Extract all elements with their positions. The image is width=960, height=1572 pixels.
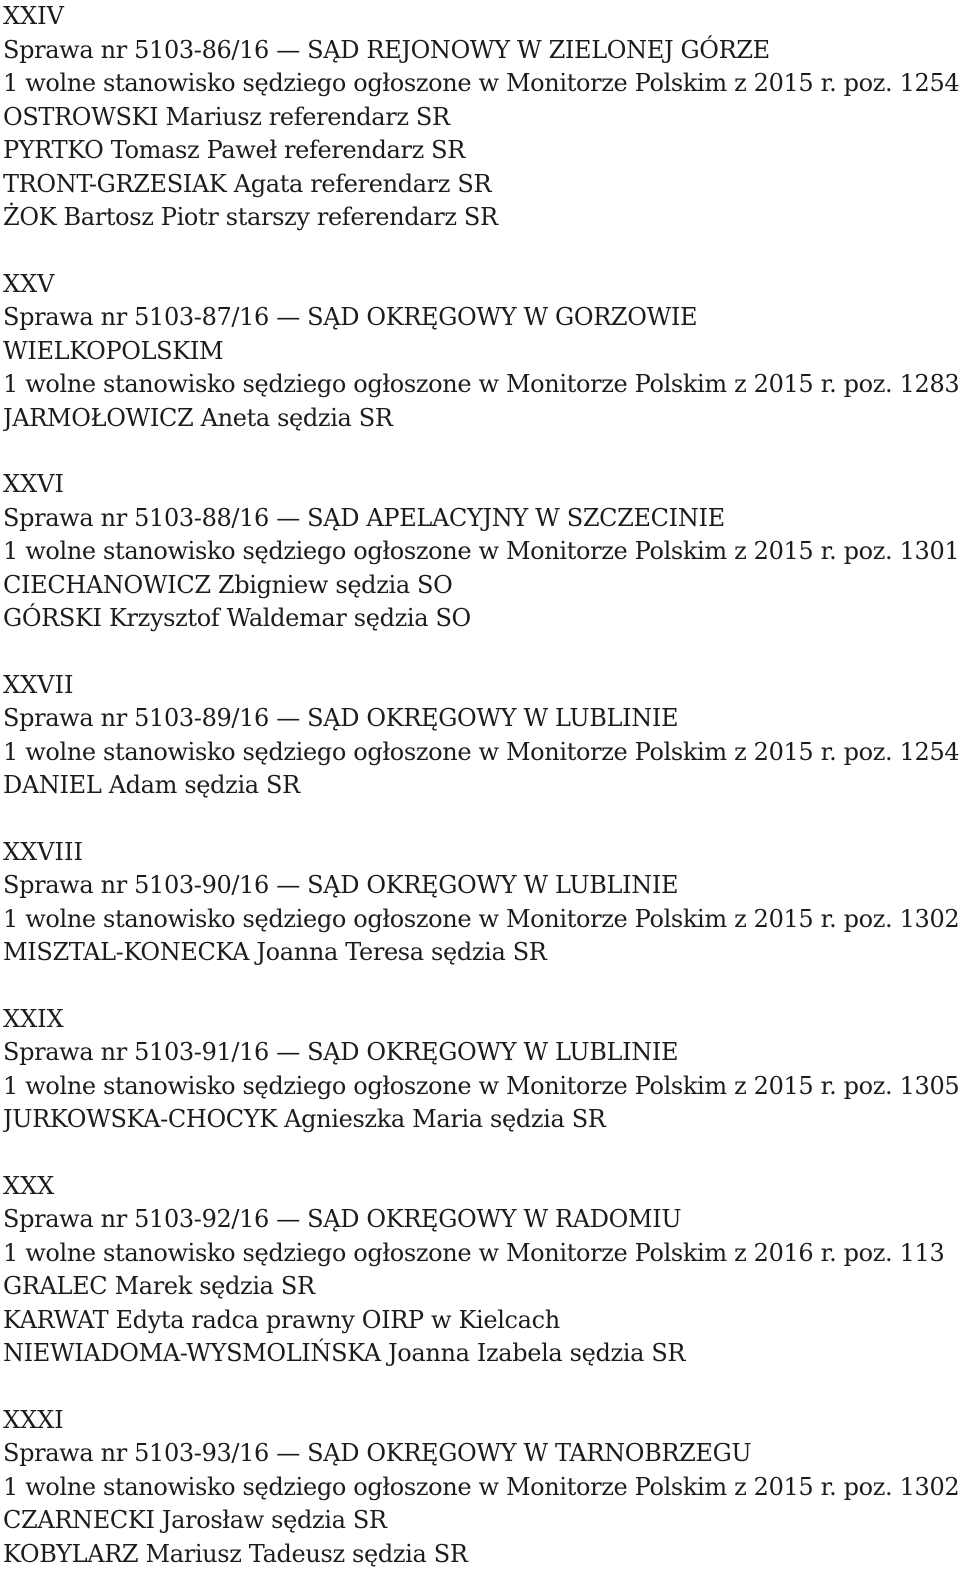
candidate-line: OSTROWSKI Mariusz referendarz SR bbox=[3, 102, 450, 131]
vacancy-line: 1 wolne stanowisko sędziego ogłoszone w Monitorze Polskim z 2015 r. poz. 1254 bbox=[3, 69, 960, 97]
document-body bbox=[3, 0, 960, 1571]
section-numeral: XXVII bbox=[3, 670, 74, 699]
vacancy-line: 1 wolne stanowisko sędziego ogłoszone w Monitorze Polskim z 2015 r. poz. 1301 bbox=[3, 537, 960, 565]
candidate-line: MISZTAL-KONECKA Joanna Teresa sędzia SR bbox=[3, 938, 547, 966]
candidate-line: NIEWIADOMA-WYSMOLIŃSKA Joanna Izabela sędzia SR bbox=[3, 1339, 686, 1367]
section-numeral: XXV bbox=[3, 269, 55, 298]
candidate-line: KARWAT Edyta radca prawny OIRP w Kielcach bbox=[3, 1305, 560, 1334]
vacancy-line: 1 wolne stanowisko sędziego ogłoszone w Monitorze Polskim z 2015 r. poz. 1305 bbox=[3, 1071, 960, 1100]
case-section-xxvii bbox=[3, 669, 960, 803]
vacancy-line: 1 wolne stanowisko sędziego ogłoszone w Monitorze Polskim z 2015 r. poz. 1283 bbox=[3, 370, 960, 398]
case-line: Sprawa nr 5103-91/16 — SĄD OKRĘGOWY W LUBLINIE bbox=[3, 1038, 679, 1066]
case-line: Sprawa nr 5103-90/16 — SĄD OKRĘGOWY W LUBLINIE bbox=[3, 871, 679, 899]
case-section-xxvi bbox=[3, 468, 960, 636]
section-numeral: XXXI bbox=[3, 1405, 64, 1434]
case-line: Sprawa nr 5103-88/16 — SĄD APELACYJNY W SZCZECINIE bbox=[3, 503, 725, 532]
section-numeral: XXX bbox=[3, 1171, 55, 1200]
case-section-xxviii bbox=[3, 836, 960, 970]
candidate-line: PYRTKO Tomasz Paweł referendarz SR bbox=[3, 136, 465, 164]
candidate-line: GÓRSKI Krzysztof Waldemar sędzia SO bbox=[3, 604, 471, 632]
case-section-xxiv bbox=[3, 0, 960, 235]
candidate-line: ŻOK Bartosz Piotr starszy referendarz SR bbox=[3, 203, 498, 231]
case-line-continuation: WIELKOPOLSKIM bbox=[3, 336, 224, 365]
case-section-xxx bbox=[3, 1170, 960, 1371]
case-line: Sprawa nr 5103-87/16 — SĄD OKRĘGOWY W GORZOWIE bbox=[3, 303, 698, 331]
case-section-xxxi bbox=[3, 1404, 960, 1572]
candidate-line: CZARNECKI Jarosław sędzia SR bbox=[3, 1506, 387, 1534]
case-section-xxv bbox=[3, 268, 960, 436]
case-section-xxix bbox=[3, 1003, 960, 1137]
candidate-line: TRONT-GRZESIAK Agata referendarz SR bbox=[3, 169, 492, 198]
vacancy-line: 1 wolne stanowisko sędziego ogłoszone w Monitorze Polskim z 2015 r. poz. 1254 bbox=[3, 737, 960, 766]
section-numeral: XXIX bbox=[3, 1004, 64, 1033]
section-numeral: XXVIII bbox=[3, 837, 83, 866]
vacancy-line: 1 wolne stanowisko sędziego ogłoszone w Monitorze Polskim z 2015 r. poz. 1302 bbox=[3, 904, 960, 933]
section-numeral: XXVI bbox=[3, 470, 64, 498]
case-line: Sprawa nr 5103-92/16 — SĄD OKRĘGOWY W RADOMIU bbox=[3, 1205, 682, 1233]
candidate-line: CIECHANOWICZ Zbigniew sędzia SO bbox=[3, 570, 453, 599]
candidate-line: JARMOŁOWICZ Aneta sędzia SR bbox=[3, 403, 393, 432]
candidate-line: KOBYLARZ Mariusz Tadeusz sędzia SR bbox=[3, 1539, 468, 1568]
case-line: Sprawa nr 5103-93/16 — SĄD OKRĘGOWY W TARNOBRZEGU bbox=[3, 1439, 752, 1467]
candidate-line: JURKOWSKA-CHOCYK Agnieszka Maria sędzia SR bbox=[3, 1105, 606, 1133]
section-numeral: XXIV bbox=[3, 2, 64, 30]
case-line: Sprawa nr 5103-86/16 — SĄD REJONOWY W ZIELONEJ GÓRZE bbox=[3, 35, 770, 64]
candidate-line: GRALEC Marek sędzia SR bbox=[3, 1272, 315, 1300]
case-line: Sprawa nr 5103-89/16 — SĄD OKRĘGOWY W LUBLINIE bbox=[3, 704, 679, 732]
vacancy-line: 1 wolne stanowisko sędziego ogłoszone w Monitorze Polskim z 2015 r. poz. 1302 bbox=[3, 1472, 960, 1501]
candidate-line: DANIEL Adam sędzia SR bbox=[3, 771, 300, 799]
vacancy-line: 1 wolne stanowisko sędziego ogłoszone w Monitorze Polskim z 2016 r. poz. 113 bbox=[3, 1238, 945, 1267]
